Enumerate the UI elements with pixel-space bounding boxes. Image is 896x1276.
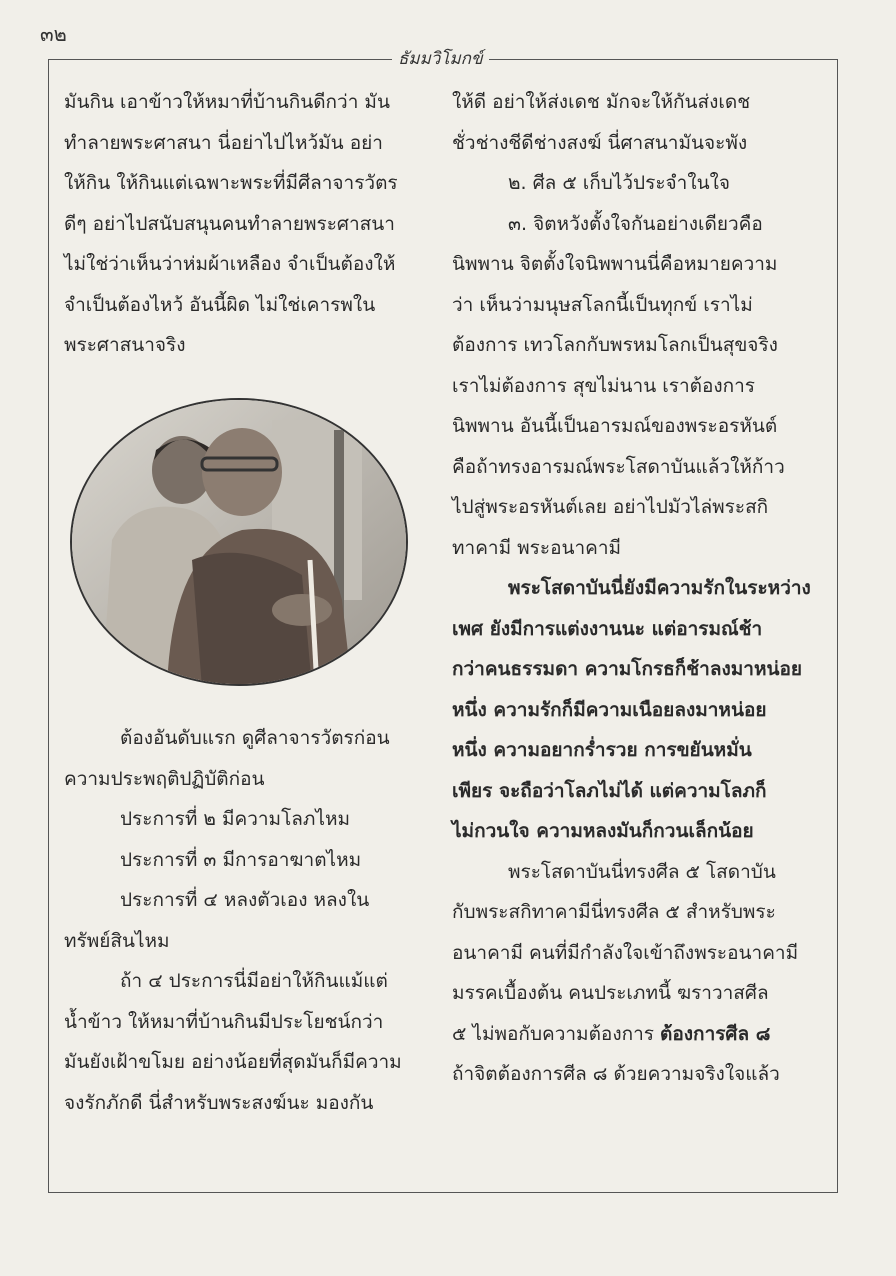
text-line: น้ำข้าว ให้หมาที่บ้านกินมีประโยชน์กว่า [64, 1010, 384, 1033]
bold-text-line: พระโสดาบันนี่ยังมีความรักในระหว่าง [508, 577, 811, 599]
bold-text-line: หนึ่ง ความอยากร่ำรวย การขยันหมั่น [452, 739, 752, 761]
mixed-text-line [452, 1014, 812, 1055]
left-column-bottom [64, 718, 430, 1123]
text-line: ๓. จิตหวังตั้งใจกันอย่างเดียวคือ [508, 212, 763, 235]
text-line: มรรคเบื้องต้น คนประเภทนี้ ฆราวาสศีล [452, 982, 769, 1004]
text-line: ประการที่ ๔ หลงตัวเอง หลงใน [120, 889, 370, 911]
text-line: ทรัพย์สินไหม [64, 929, 170, 952]
bold-text-line: ไม่กวนใจ ความหลงมันก็กวนเล็กน้อย [452, 820, 754, 842]
text-line: มันกิน เอาข้าวให้หมาที่บ้านกินดีกว่า มัน [64, 91, 390, 113]
bold-text-line: หนึ่ง ความรักก็มีความเนือยลงมาหน่อย [452, 698, 767, 721]
monk-photo-illustration [72, 400, 408, 686]
text-line: ไม่ใช่ว่าเห็นว่าห่มผ้าเหลือง จำเป็นต้องให้ [64, 253, 396, 275]
text-line: ประการที่ ๓ มีการอาฆาตไหม [120, 848, 362, 871]
text-line: ๒. ศีล ๕ เก็บไว้ประจำในใจ [508, 172, 730, 194]
monk-photo [70, 398, 408, 686]
text-line: มันยังเฝ้าขโมย อย่างน้อยที่สุดมันก็มีความ [64, 1051, 402, 1073]
text-line: ทำลายพระศาสนา นี่อย่าไปไหว้มัน อย่า [64, 131, 383, 154]
text-line: ทาคามี พระอนาคามี [452, 536, 622, 559]
text-line: จงรักภักดี นี่สำหรับพระสงฆ์นะ มองกัน [64, 1091, 374, 1114]
text-line: ประการที่ ๒ มีความโลภไหม [120, 808, 351, 830]
text-line: ดีๆ อย่าไปสนับสนุนคนทำลายพระศาสนา [64, 212, 395, 235]
text-line: พระโสดาบันนี่ทรงศีล ๕ โสดาบัน [508, 860, 776, 883]
text-line: คือถ้าทรงอารมณ์พระโสดาบันแล้วให้ก้าว [452, 455, 785, 478]
text-line: ไปสู่พระอรหันต์เลย อย่าไปมัวไล่พระสกิ [452, 496, 769, 518]
text-line: อนาคามี คนที่มีกำลังใจเข้าถึงพระอนาคามี [452, 941, 799, 964]
text-line: เราไม่ต้องการ สุขไม่นาน เราต้องการ [452, 374, 756, 397]
header-title: ธัมมวิโมกข์ [392, 45, 489, 72]
text-line: ต้องอันดับแรก ดูศีลาจารวัตรก่อน [120, 727, 390, 749]
text-line: ต้องการ เทวโลกกับพรหมโลกเป็นสุขจริง [452, 334, 778, 356]
text-line: พระศาสนาจริง [64, 334, 186, 356]
text-line: นิพพาน อันนี้เป็นอารมณ์ของพระอรหันต์ [452, 415, 778, 437]
bold-text-line: เพศ ยังมีการแต่งงานนะ แต่อารมณ์ช้า [452, 617, 763, 640]
text-line: จำเป็นต้องไหว้ อันนี้ผิด ไม่ใช่เคารพใน [64, 293, 376, 316]
text-line: นิพพาน จิตตั้งใจนิพพานนี่คือหมายความ [452, 253, 778, 275]
text-line: กับพระสกิทาคามีนี่ทรงศีล ๕ สำหรับพระ [452, 901, 776, 923]
text-line: ถ้าจิตต้องการศีล ๘ ด้วยความจริงใจแล้ว [452, 1063, 780, 1085]
text-segment: ๕ ไม่พอกับความต้องการ [452, 1022, 661, 1045]
bold-text-line: เพียร จะถือว่าโลภไม่ได้ แต่ความโลภก็ [452, 779, 767, 802]
page-number: ๓๒ [40, 22, 67, 46]
text-line: ให้ดี อย่าให้ส่งเดช มักจะให้กันส่งเดช [452, 91, 751, 113]
text-line: ความประพฤติปฏิบัติก่อน [64, 767, 265, 790]
right-column [452, 82, 812, 1095]
text-line: ให้กิน ให้กินแต่เฉพาะพระที่มีศีลาจารวัตร [64, 172, 398, 194]
bold-text-line: กว่าคนธรรมดา ความโกรธก็ช้าลงมาหน่อย [452, 658, 803, 680]
text-line: ว่า เห็นว่ามนุษสโลกนี้เป็นทุกข์ เราไม่ [452, 293, 753, 316]
text-line: ชั่วช่างชีดีช่างสงฆ์ นี่ศาสนามันจะพัง [452, 131, 748, 154]
bold-text-segment: ต้องการศีล ๘ [660, 1022, 771, 1045]
text-line: ถ้า ๔ ประการนี่มีอย่าให้กินแม้แต่ [120, 970, 388, 992]
left-column-top [64, 82, 430, 366]
